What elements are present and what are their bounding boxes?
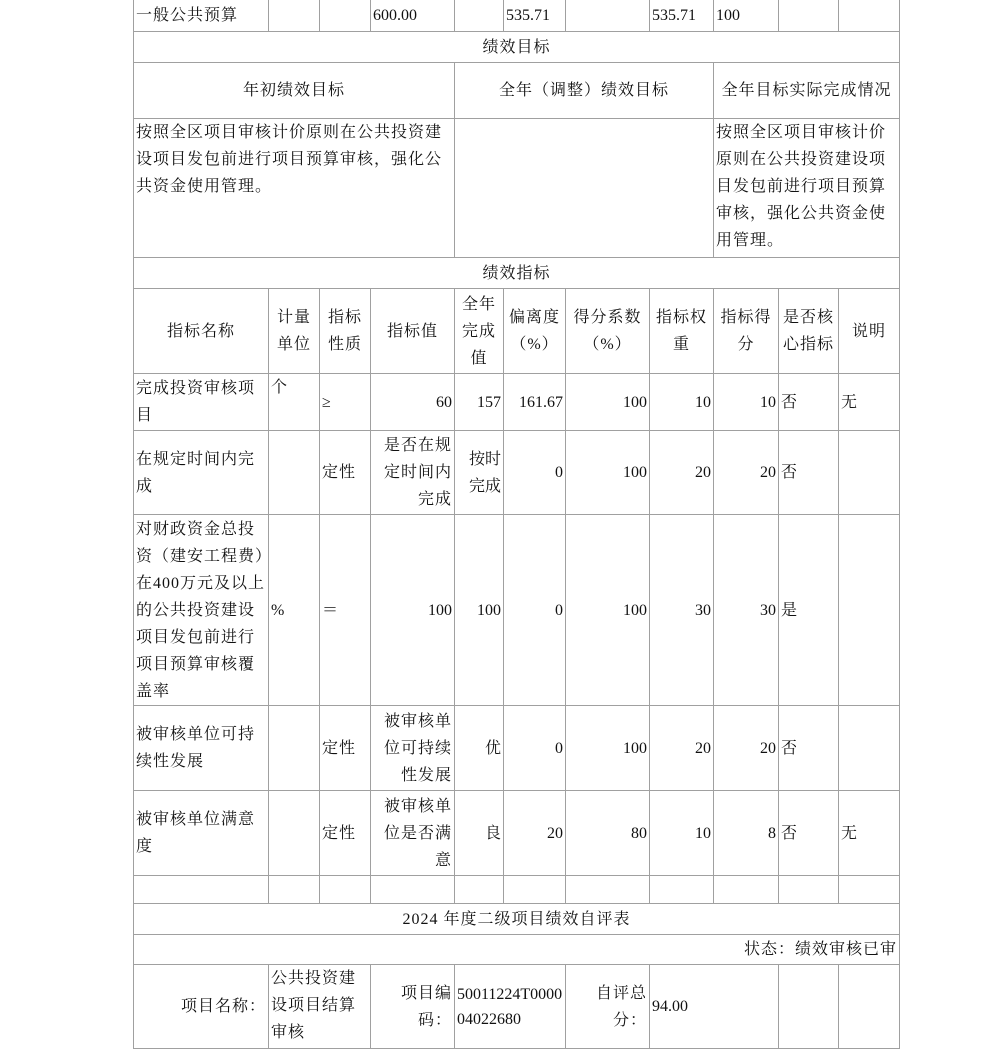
- indicator-header-cell: 计量单位: [269, 289, 320, 374]
- budget-cell: [566, 0, 650, 32]
- score-label: 自评总分：: [566, 965, 650, 1049]
- indicator-row: [134, 515, 900, 706]
- indicator-cell: 20: [504, 791, 566, 876]
- indicator-cell: 良: [455, 791, 504, 876]
- goals-header-initial: 年初绩效目标: [134, 63, 455, 119]
- indicator-cell: 100: [566, 431, 650, 515]
- indicator-cell: [455, 876, 504, 904]
- indicator-cell: 无: [839, 374, 900, 431]
- indicator-cell: [839, 515, 900, 706]
- indicator-cell: 100: [566, 515, 650, 706]
- budget-cell: 600.00: [371, 0, 455, 32]
- indicator-cell: 161.67: [504, 374, 566, 431]
- indicator-cell: 否: [779, 374, 839, 431]
- indicator-cell: [269, 431, 320, 515]
- project-name: 公共投资建设项目结算审核: [269, 965, 371, 1049]
- indicator-cell: 20: [714, 706, 779, 791]
- indicator-header-cell: 得分系数（%）: [566, 289, 650, 374]
- indicator-cell: 100: [566, 374, 650, 431]
- performance-evaluation-table: [133, 0, 900, 1049]
- empty-cell: [779, 965, 839, 1049]
- self-score: 94.00: [650, 965, 779, 1049]
- indicator-cell: 在规定时间内完成: [134, 431, 269, 515]
- indicator-cell: 0: [504, 706, 566, 791]
- indicator-cell: 个: [269, 374, 320, 431]
- indicator-cell: 无: [839, 791, 900, 876]
- indicator-cell: 定性: [320, 706, 371, 791]
- empty-cell: [839, 965, 900, 1049]
- indicator-header-cell: 是否核心指标: [779, 289, 839, 374]
- indicator-cell: [839, 876, 900, 904]
- indicator-cell: [839, 431, 900, 515]
- goal-adjusted-text: [455, 119, 714, 258]
- indicator-cell: 被审核单位满意度: [134, 791, 269, 876]
- budget-cell: 535.71: [504, 0, 566, 32]
- indicator-header-cell: 指标值: [371, 289, 455, 374]
- indicator-cell: [650, 876, 714, 904]
- indicator-row: [134, 431, 900, 515]
- indicator-cell: ≥: [320, 374, 371, 431]
- budget-source: 一般公共预算: [134, 0, 269, 32]
- goal-initial-text: 按照全区项目审核计价原则在公共投资建设项目发包前进行项目预算审核，强化公共资金使用管理。: [134, 119, 455, 258]
- indicator-cell: 10: [650, 791, 714, 876]
- indicator-row: [134, 791, 900, 876]
- indicator-cell: 是否在规定时间内完成: [371, 431, 455, 515]
- indicator-cell: [504, 876, 566, 904]
- indicator-header-cell: 指标权重: [650, 289, 714, 374]
- indicator-cell: 30: [714, 515, 779, 706]
- indicator-header-cell: 指标得分: [714, 289, 779, 374]
- indicator-cell: 20: [714, 431, 779, 515]
- budget-row: [134, 0, 900, 32]
- indicator-row: [134, 876, 900, 904]
- indicator-cell: 被审核单位是否满意: [371, 791, 455, 876]
- form-title: 2024 年度二级项目绩效自评表: [134, 904, 900, 935]
- indicator-cell: 100: [371, 515, 455, 706]
- indicator-cell: 被审核单位可持续性发展: [371, 706, 455, 791]
- indicator-row: [134, 706, 900, 791]
- indicator-cell: 0: [504, 431, 566, 515]
- indicator-cell: [269, 791, 320, 876]
- indicator-cell: 80: [566, 791, 650, 876]
- indicator-cell: [779, 876, 839, 904]
- budget-cell: [269, 0, 320, 32]
- indicator-cell: [134, 876, 269, 904]
- indicator-cell: 8: [714, 791, 779, 876]
- goals-header-adjusted: 全年（调整）绩效目标: [455, 63, 714, 119]
- project-code: 50011224T000004022680: [455, 965, 566, 1049]
- indicator-cell: [269, 876, 320, 904]
- indicator-cell: 定性: [320, 431, 371, 515]
- indicator-cell: 完成投资审核项目: [134, 374, 269, 431]
- indicator-cell: 10: [714, 374, 779, 431]
- indicator-cell: 30: [650, 515, 714, 706]
- indicator-cell: 20: [650, 706, 714, 791]
- indicator-header-cell: 全年完成值: [455, 289, 504, 374]
- indicator-cell: [371, 876, 455, 904]
- indicator-cell: ＝: [320, 515, 371, 706]
- project-code-label: 项目编码：: [371, 965, 455, 1049]
- indicator-cell: 否: [779, 706, 839, 791]
- indicator-cell: 157: [455, 374, 504, 431]
- budget-cell: [839, 0, 900, 32]
- indicator-cell: 10: [650, 374, 714, 431]
- budget-cell: [320, 0, 371, 32]
- indicator-cell: 定性: [320, 791, 371, 876]
- status-text: 状态：绩效审核已审: [134, 935, 900, 965]
- goals-header-actual: 全年目标实际完成情况: [714, 63, 900, 119]
- indicator-cell: 100: [455, 515, 504, 706]
- budget-cell: [779, 0, 839, 32]
- indicator-cell: 对财政资金总投资（建安工程费）在400万元及以上的公共投资建设项目发包前进行项目预算审核覆盖率: [134, 515, 269, 706]
- indicator-cell: 20: [650, 431, 714, 515]
- budget-cell: 100: [714, 0, 779, 32]
- indicator-cell: [839, 706, 900, 791]
- indicator-cell: %: [269, 515, 320, 706]
- indicator-header-cell: 说明: [839, 289, 900, 374]
- indicator-cell: 优: [455, 706, 504, 791]
- indicator-cell: 否: [779, 431, 839, 515]
- indicator-header-cell: 偏离度（%）: [504, 289, 566, 374]
- indicator-cell: [269, 706, 320, 791]
- budget-cell: [455, 0, 504, 32]
- indicator-row: [134, 374, 900, 431]
- indicator-cell: 按时完成: [455, 431, 504, 515]
- budget-cell: 535.71: [650, 0, 714, 32]
- indicator-cell: [320, 876, 371, 904]
- goal-actual-text: 按照全区项目审核计价原则在公共投资建设项目发包前进行项目预算审核，强化公共资金使用管理。: [714, 119, 900, 258]
- indicator-cell: 否: [779, 791, 839, 876]
- indicator-cell: 是: [779, 515, 839, 706]
- indicator-cell: [714, 876, 779, 904]
- indicator-cell: 被审核单位可持续性发展: [134, 706, 269, 791]
- indicator-header-cell: 指标性质: [320, 289, 371, 374]
- indicator-header-row: [134, 289, 900, 374]
- indicators-section-title: 绩效指标: [134, 258, 900, 289]
- goals-section-title: 绩效目标: [134, 32, 900, 63]
- project-name-label: 项目名称：: [134, 965, 269, 1049]
- indicator-cell: 100: [566, 706, 650, 791]
- indicator-cell: [566, 876, 650, 904]
- indicator-header-cell: 指标名称: [134, 289, 269, 374]
- indicator-cell: 60: [371, 374, 455, 431]
- indicator-cell: 0: [504, 515, 566, 706]
